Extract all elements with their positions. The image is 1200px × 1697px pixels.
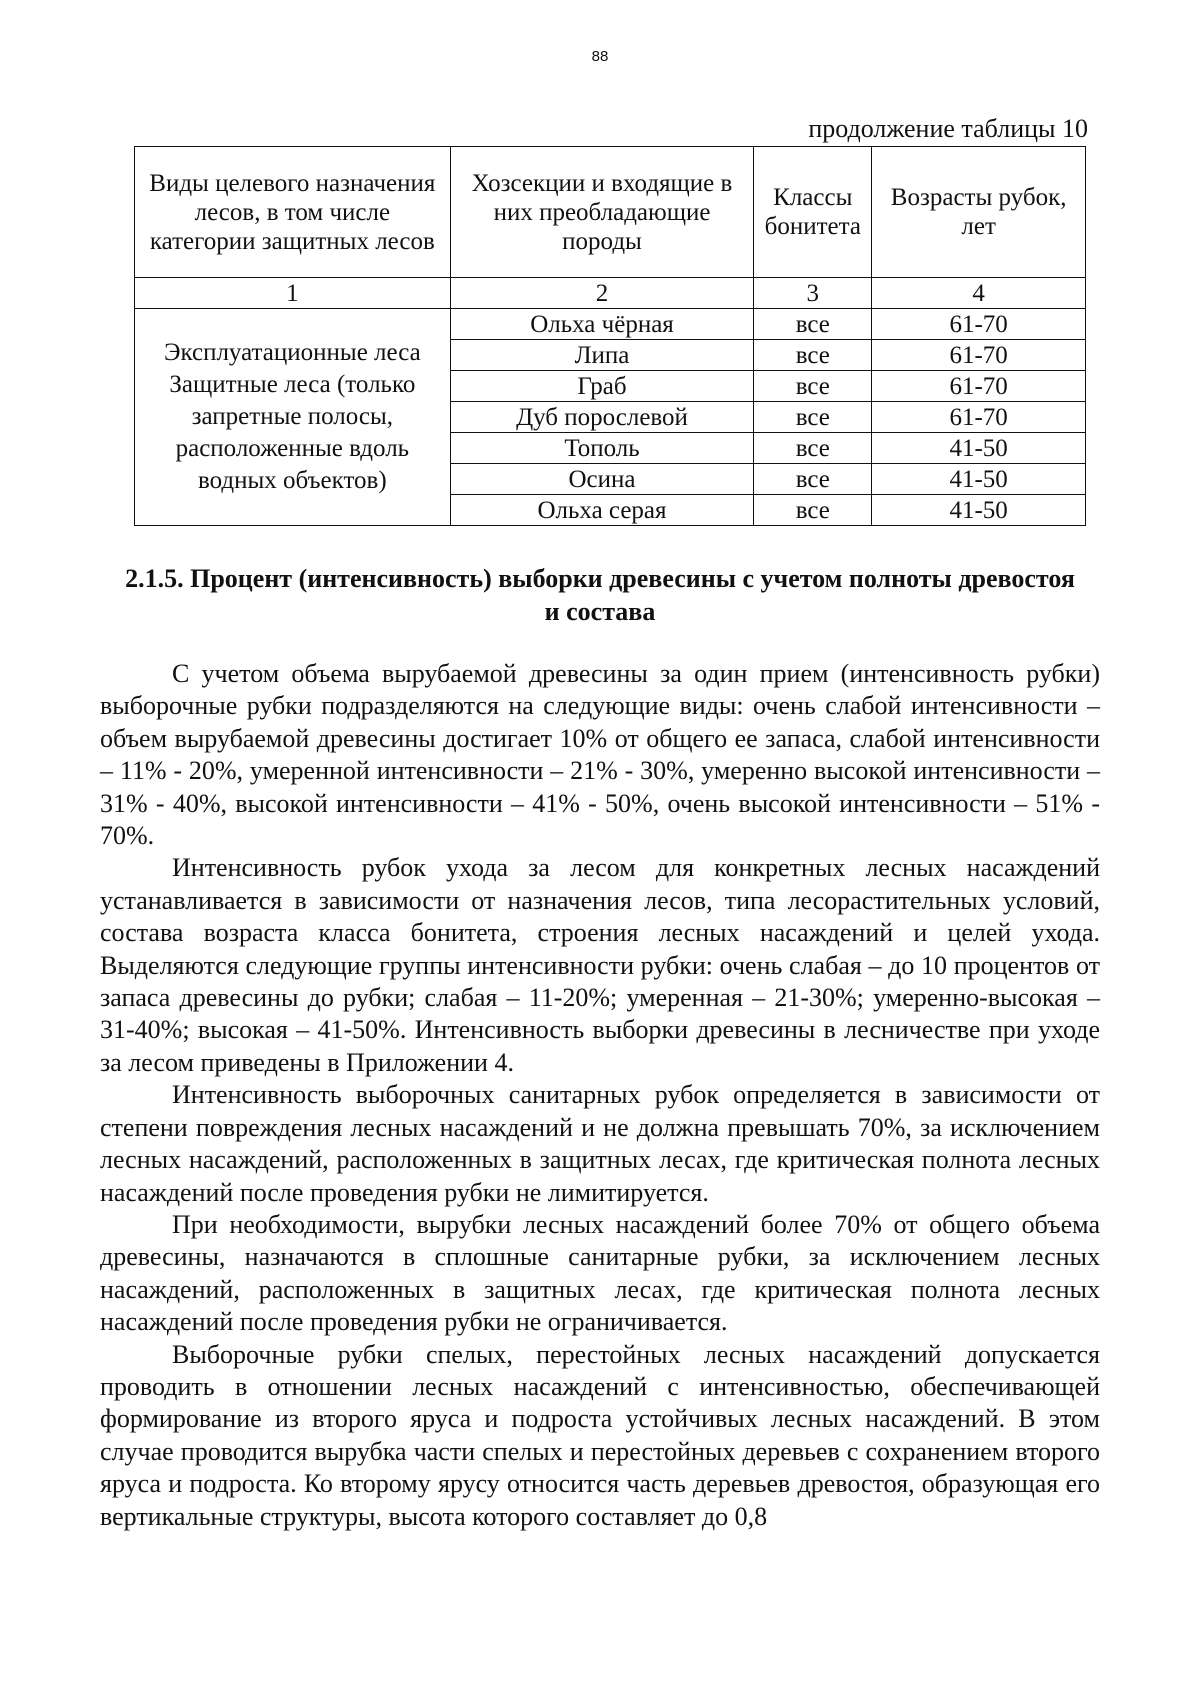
merged-purpose-cell: Эксплуатационные леса Защитные леса (только запретные полосы, расположенные вдоль водных объектов) — [135, 309, 451, 526]
age-cell: 61-70 — [872, 402, 1086, 433]
class-cell: все — [754, 340, 872, 371]
age-cell: 41-50 — [872, 495, 1086, 526]
species-cell: Осина — [450, 464, 754, 495]
species-cell: Дуб порослевой — [450, 402, 754, 433]
paragraph: Интенсивность выборочных санитарных рубок определяется в зависимости от степени повреждения лесных насаждений и не должна превышать 70%, за исключением лесных насаждений, расположенных в защитных лесах, где критическая полнота лесных насаждений после проведения рубки не лимитируется. — [100, 1080, 1100, 1207]
header-purpose: Виды целевого назначения лесов, в том числе категории защитных лесов — [135, 147, 451, 278]
section-heading: 2.1.5. Процент (интенсивность) выборки древесины с учетом полноты древостоя и состава — [125, 564, 1075, 626]
header-class: Классы бонитета — [754, 147, 872, 278]
column-number: 1 — [135, 278, 451, 309]
class-cell: все — [754, 402, 872, 433]
age-cell: 61-70 — [872, 371, 1086, 402]
species-cell: Ольха серая — [450, 495, 754, 526]
page-number: 88 — [591, 48, 609, 65]
header-species: Хозсекции и входящие в них преобладающие породы — [450, 147, 754, 278]
header-age: Возрасты рубок, лет — [872, 147, 1086, 278]
species-cell: Граб — [450, 371, 754, 402]
column-number-row — [135, 278, 1086, 309]
class-cell: все — [754, 464, 872, 495]
species-cell: Липа — [450, 340, 754, 371]
class-cell: все — [754, 495, 872, 526]
class-cell: все — [754, 309, 872, 340]
age-cell: 61-70 — [872, 309, 1086, 340]
column-number: 2 — [450, 278, 754, 309]
paragraph: При необходимости, вырубки лесных насаждений более 70% от общего объема древесины, назначаются в сплошные санитарные рубки, за исключением лесных насаждений, расположенных в защитных лесах, где критическая полнота лесных насаждений после проведения рубки не ограничивается. — [100, 1209, 1100, 1337]
column-number: 4 — [872, 278, 1086, 309]
body-text — [100, 658, 1100, 1533]
age-cell: 41-50 — [872, 464, 1086, 495]
species-cell: Ольха чёрная — [450, 309, 754, 340]
species-cell: Тополь — [450, 433, 754, 464]
class-cell: все — [754, 433, 872, 464]
table-row — [135, 309, 1086, 340]
cutting-age-table — [134, 146, 1086, 526]
paragraph: Интенсивность рубок ухода за лесом для конкретных лесных насаждений устанавливается в зависимости от назначения лесов, типа лесорастительных условий, состава возраста класса бонитета, строения лесных насаждений и целей ухода. Выделяются следующие группы интенсивности рубки: очень слабая – до 10 процентов от запаса древесины до рубки; слабая – 11-20%; умеренная – 21-30%; умеренно-высокая – 31-40%; высокая – 41-50%. Интенсивность выборки древесины в лесничестве при уходе за лесом приведены в Приложении 4. — [100, 853, 1100, 1077]
age-cell: 61-70 — [872, 340, 1086, 371]
table-header-row — [135, 147, 1086, 278]
class-cell: все — [754, 371, 872, 402]
age-cell: 41-50 — [872, 433, 1086, 464]
paragraph: Выборочные рубки спелых, перестойных лесных насаждений допускается проводить в отношении лесных насаждений с интенсивностью, обеспечивающей формирование из второго яруса и подроста устойчивых лесных насаждений. В этом случае проводится вырубка части спелых и перестойных деревьев с сохранением второго яруса и подроста. Ко второму ярусу относится часть деревьев древостоя, образующая его вертикальные структуры, высота которого составляет до 0,8 — [100, 1339, 1100, 1531]
column-number: 3 — [754, 278, 872, 309]
paragraph: С учетом объема вырубаемой древесины за один прием (интенсивность рубки) выборочные рубки подразделяются на следующие виды: очень слабой интенсивности – объем вырубаемой древесины достигает 10% от общего ее запаса, слабой интенсивности – 11% - 20%, умеренной интенсивности – 21% - 30%, умеренно высокой интенсивности – 31% - 40%, высокой интенсивности – 41% - 50%, очень высокой интенсивности – 51% - 70%. — [100, 659, 1100, 851]
table-caption: продолжение таблицы 10 — [808, 114, 1088, 143]
